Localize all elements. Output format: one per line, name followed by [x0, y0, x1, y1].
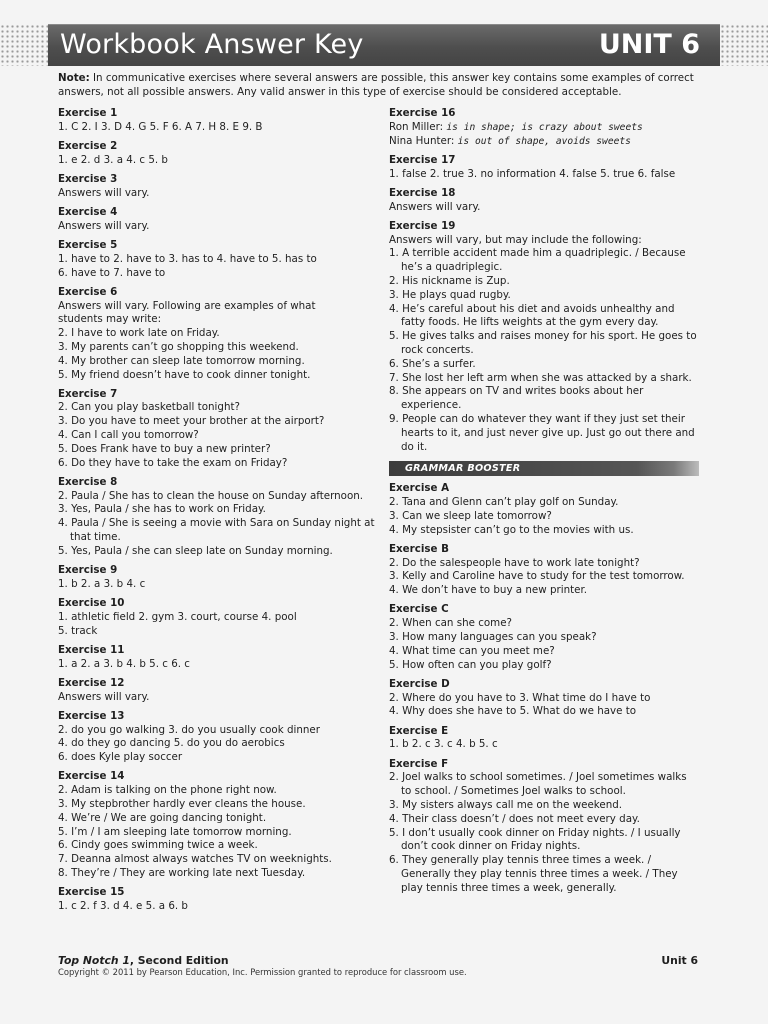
answer-line	[389, 135, 699, 149]
answer-line: 5. He gives talks and raises money for his sport. He goes to rock concerts.	[389, 330, 697, 356]
answer-line: students may write:	[58, 313, 162, 326]
answer-line: 4. What time can you meet me?	[389, 644, 555, 657]
answer-line: 4. My stepsister can’t go to the movies with us.	[389, 523, 634, 536]
answer-line: 3. My stepbrother hardly ever cleans the house.	[58, 797, 306, 810]
exercise-block	[58, 286, 376, 383]
answer-line: 4. Paula / She is seeing a movie with Sara on Sunday night at that time.	[58, 517, 375, 544]
right-exercises-after-booster	[389, 482, 699, 895]
book-edition: , Second Edition	[129, 954, 229, 967]
page-header	[48, 24, 720, 66]
answer-line: 3. My parents can’t go shopping this weekend.	[58, 340, 299, 353]
answer-line	[389, 121, 699, 135]
answer-line: 4. Why does she have to 5. What do we have to	[389, 705, 637, 718]
exercise-title: Exercise F	[389, 757, 449, 770]
footer-book-title	[58, 954, 229, 967]
answer-line: 2. When can she come?	[389, 617, 512, 630]
handwritten-answer: is in shape; is crazy about sweets	[446, 121, 643, 133]
answer-line: 1. e 2. d 3. a 4. c 5. b	[58, 153, 168, 166]
exercise-title: Exercise 5	[58, 238, 118, 251]
answer-line: 6. does Kyle play soccer	[58, 751, 183, 764]
exercise-block	[58, 140, 376, 168]
exercise-block	[58, 644, 376, 672]
answer-line: 2. Adam is talking on the phone right now.	[58, 784, 277, 797]
answer-line: Answers will vary.	[389, 200, 481, 213]
answer-line: 3. Can we sleep late tomorrow?	[389, 509, 552, 522]
exercise-title: Exercise 7	[58, 387, 118, 400]
exercise-title: Exercise 4	[58, 205, 118, 218]
exercise-title: Exercise 3	[58, 172, 118, 185]
answer-line: 6. Do they have to take the exam on Friday?	[58, 456, 288, 469]
answer-line: 3. How many languages can you speak?	[389, 631, 597, 644]
answer-line: 2. His nickname is Zup.	[389, 274, 510, 287]
answer-line: 5. track	[58, 624, 98, 637]
answer-line: 1. C 2. I 3. D 4. G 5. F 6. A 7. H 8. E 9. B	[58, 120, 263, 133]
answer-line: 5. My friend doesn’t have to cook dinner tonight.	[58, 368, 311, 381]
answer-line: 2. Do the salespeople have to work late tonight?	[389, 556, 640, 569]
exercise-title: Exercise 13	[58, 709, 125, 722]
answer-line: 2. I have to work late on Friday.	[58, 327, 220, 340]
exercise-title: Exercise 9	[58, 564, 118, 577]
exercise-title: Exercise 17	[389, 153, 456, 166]
exercise-block	[389, 678, 699, 719]
answer-line: 5. Does Frank have to buy a new printer?	[58, 442, 271, 455]
exercise-title: Exercise A	[389, 482, 450, 495]
answer-line: 2. do you go walking 3. do you usually cook dinner	[58, 723, 320, 736]
answer-line: 2. Can you play basketball tonight?	[58, 401, 240, 414]
left-column	[58, 107, 376, 919]
answer-line: 9. People can do whatever they want if they just set their hearts to it, and just never give up. Just go out there and do it.	[389, 412, 695, 453]
answer-line: 8. She appears on TV and writes books about her experience.	[389, 385, 644, 412]
answer-line: 2. Where do you have to 3. What time do I have to	[389, 691, 651, 704]
answer-line: Answers will vary, but may include the following:	[389, 233, 642, 246]
answer-line: 5. I don’t usually cook dinner on Friday nights. / I usually don’t cook dinner on Friday nights.	[389, 826, 681, 853]
answer-line: Answers will vary.	[58, 219, 150, 232]
answer-line: 3. Kelly and Caroline have to study for the test tomorrow.	[389, 570, 685, 583]
exercise-block	[389, 543, 699, 598]
exercise-block	[58, 173, 376, 201]
answer-line: 3. He plays quad rugby.	[389, 288, 511, 301]
exercise-block	[389, 482, 699, 537]
answer-line: 1. a 2. a 3. b 4. b 5. c 6. c	[58, 657, 190, 670]
answer-line: Answers will vary. Following are examples of what	[58, 299, 316, 312]
exercise-title: Exercise 2	[58, 139, 118, 152]
answer-line: 1. b 2. c 3. c 4. b 5. c	[389, 738, 498, 751]
exercise-title: Exercise 19	[389, 219, 456, 232]
answer-line: 2. Tana and Glenn can’t play golf on Sunday.	[389, 496, 619, 509]
book-title: Top Notch 1	[58, 954, 130, 967]
answer-line: 5. How often can you play golf?	[389, 658, 552, 671]
exercise-title: Exercise D	[389, 677, 450, 690]
exercise-block	[58, 107, 376, 135]
exercise-block	[389, 107, 699, 148]
header-dot-pattern-left	[0, 24, 48, 66]
answer-line: 4. We’re / We are going dancing tonight.	[58, 811, 267, 824]
right-column	[389, 107, 699, 901]
answer-line: 4. Can I call you tomorrow?	[58, 429, 199, 442]
note-paragraph	[58, 71, 698, 99]
exercise-title: Exercise C	[389, 603, 449, 616]
answer-line: Answers will vary.	[58, 186, 150, 199]
exercise-title: Exercise B	[389, 542, 449, 555]
exercise-block	[389, 725, 699, 753]
exercise-block	[58, 770, 376, 880]
page-title: Workbook Answer Key	[60, 29, 364, 60]
exercise-title: Exercise 1	[58, 107, 118, 119]
answer-line: 6. have to 7. have to	[58, 266, 166, 279]
exercise-block	[58, 388, 376, 471]
exercise-block	[389, 758, 699, 896]
answer-line: 1. athletic field 2. gym 3. court, course 4. pool	[58, 610, 297, 623]
answer-line: 1. false 2. true 3. no information 4. false 5. true 6. false	[389, 167, 676, 180]
answer-line: 4. Their class doesn’t / does not meet every day.	[389, 812, 640, 825]
answer-line: 4. He’s careful about his diet and avoids unhealthy and fatty foods. He lifts weights at the gym every day.	[389, 302, 675, 329]
exercise-title: Exercise 6	[58, 285, 118, 298]
exercise-block	[389, 187, 699, 215]
answer-line: 6. She’s a surfer.	[389, 357, 476, 370]
exercise-block	[58, 564, 376, 592]
exercise-block	[58, 886, 376, 914]
note-text: In communicative exercises where several answers are possible, this answer key contains some examples of correct answers, not all possible answers. Any valid answer in this type of exercise should be considered acceptable.	[58, 72, 694, 98]
exercise-title: Exercise 16	[389, 107, 456, 119]
exercise-block	[58, 476, 376, 559]
answer-line: 8. They’re / They are working late next Tuesday.	[58, 866, 306, 879]
answer-line: 5. I’m / I am sleeping late tomorrow morning.	[58, 825, 292, 838]
copyright-notice: Copyright © 2011 by Pearson Education, Inc. Permission granted to reproduce for classroom use.	[58, 967, 467, 977]
answer-line: 7. Deanna almost always watches TV on weeknights.	[58, 853, 332, 866]
answer-line: 4. do they go dancing 5. do you do aerobics	[58, 737, 285, 750]
exercise-block	[389, 154, 699, 182]
answer-line: 5. Yes, Paula / she can sleep late on Sunday morning.	[58, 544, 333, 557]
answer-line: 1. A terrible accident made him a quadriplegic. / Because he’s a quadriplegic.	[389, 247, 686, 274]
answer-line: 3. Do you have to meet your brother at the airport?	[58, 415, 325, 428]
exercise-title: Exercise 8	[58, 475, 118, 488]
answer-line: 2. Paula / She has to clean the house on Sunday afternoon.	[58, 489, 364, 502]
answer-line: 3. My sisters always call me on the weekend.	[389, 798, 623, 811]
answer-line: 6. Cindy goes swimming twice a week.	[58, 839, 258, 852]
exercise-title: Exercise E	[389, 724, 449, 737]
exercise-block	[58, 206, 376, 234]
note-label: Note:	[58, 72, 90, 84]
exercise-block	[58, 597, 376, 638]
exercise-block	[58, 710, 376, 765]
exercise-block	[58, 239, 376, 280]
answer-line: 4. My brother can sleep late tomorrow morning.	[58, 354, 305, 367]
exercise-title: Exercise 14	[58, 770, 125, 783]
right-exercises-before-booster	[389, 154, 699, 455]
footer-unit: Unit 6	[661, 954, 698, 967]
unit-label: UNIT 6	[598, 29, 700, 60]
answer-line: 7. She lost her left arm when she was attacked by a shark.	[389, 371, 692, 384]
exercise-block	[389, 220, 699, 455]
person-name: Ron Miller:	[389, 120, 444, 133]
exercise-block	[389, 603, 699, 672]
exercise-title: Exercise 18	[389, 186, 456, 199]
answer-line: 4. We don’t have to buy a new printer.	[389, 584, 588, 597]
handwritten-answer: is out of shape, avoids sweets	[457, 135, 631, 147]
person-name: Nina Hunter:	[389, 134, 455, 147]
answer-line: 1. have to 2. have to 3. has to 4. have to 5. has to	[58, 252, 317, 265]
answer-line: 6. They generally play tennis three times a week. / Generally they play tennis three times a week. / They play tennis three times a week, generally.	[389, 854, 678, 894]
exercise-block	[58, 677, 376, 705]
answer-line: 2. Joel walks to school sometimes. / Joel sometimes walks to school. / Sometimes Joel walks to school.	[389, 771, 687, 798]
exercise-title: Exercise 12	[58, 676, 125, 689]
answer-line: Answers will vary.	[58, 690, 150, 703]
answer-line: 1. c 2. f 3. d 4. e 5. a 6. b	[58, 899, 188, 912]
exercise-title: Exercise 10	[58, 597, 125, 610]
exercise-title: Exercise 15	[58, 886, 125, 899]
grammar-booster-banner: GRAMMAR BOOSTER	[389, 461, 699, 476]
answer-line: 1. b 2. a 3. b 4. c	[58, 577, 146, 590]
exercise-title: Exercise 11	[58, 643, 125, 656]
answer-line: 3. Yes, Paula / she has to work on Friday.	[58, 503, 266, 516]
header-dot-pattern-right	[720, 24, 768, 66]
